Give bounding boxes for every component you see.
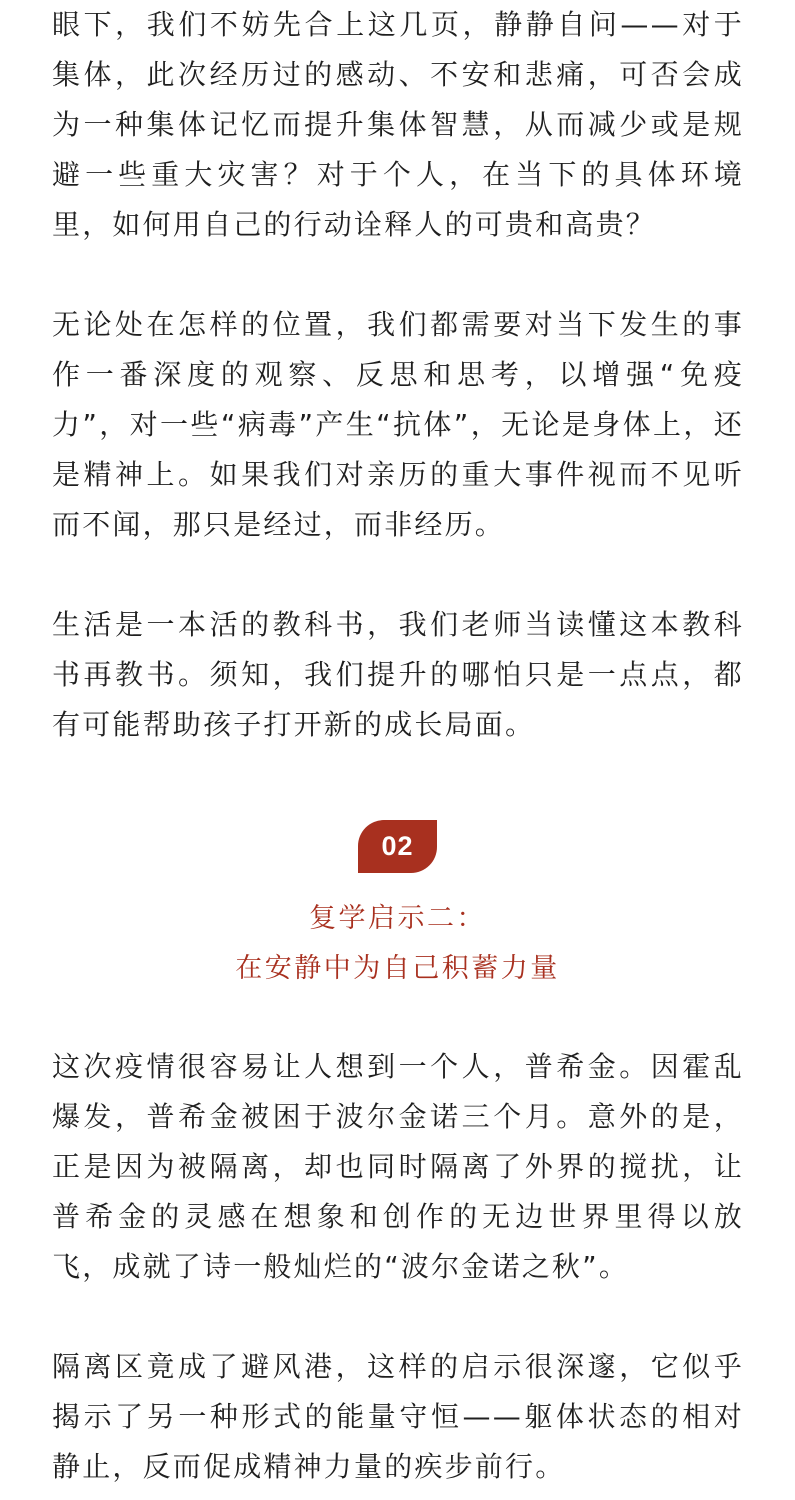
paragraph: 隔离区竟成了避风港，这样的启示很深邃，它似乎揭示了另一种形式的能量守恒——躯体状态的相对静止，反而促成精神力量的疾步前行。 [52,1350,744,1483]
paragraph: 这次疫情很容易让人想到一个人，普希金。因霍乱爆发，普希金被困于波尔金诺三个月。意外的是，正是因为被隔离，却也同时隔离了外界的搅扰，让普希金的灵感在想象和创作的无边世界里得以放飞，成就了诗一般灿烂的“波尔金诺之秋”。 [52,1050,744,1283]
paragraph: 眼下，我们不妨先合上这几页，静静自问——对于集体，此次经历过的感动、不安和悲痛，可否会成为一种集体记忆而提升集体智慧，从而减少或是规避一些重大灾害？对于个人，在当下的具体环境里，如何用自己的行动诠释人的可贵和高贵？ [52,8,744,241]
section-title-line1: 复学启示二： [309,903,486,934]
section-number-badge: 02 [358,820,437,873]
paragraph: 生活是一本活的教科书，我们老师当读懂这本教科书再教书。须知，我们提升的哪怕只是一点点，都有可能帮助孩子打开新的成长局面。 [52,608,744,741]
section-heading [0,894,795,994]
section-title-line2: 在安静中为自己积蓄力量 [235,953,560,984]
paragraph: 无论处在怎样的位置，我们都需要对当下发生的事作一番深度的观察、反思和思考，以增强“免疫力”，对一些“病毒”产生“抗体”，无论是身体上，还是精神上。如果我们对亲历的重大事件视而不见听而不闻，那只是经过，而非经历。 [52,308,744,541]
